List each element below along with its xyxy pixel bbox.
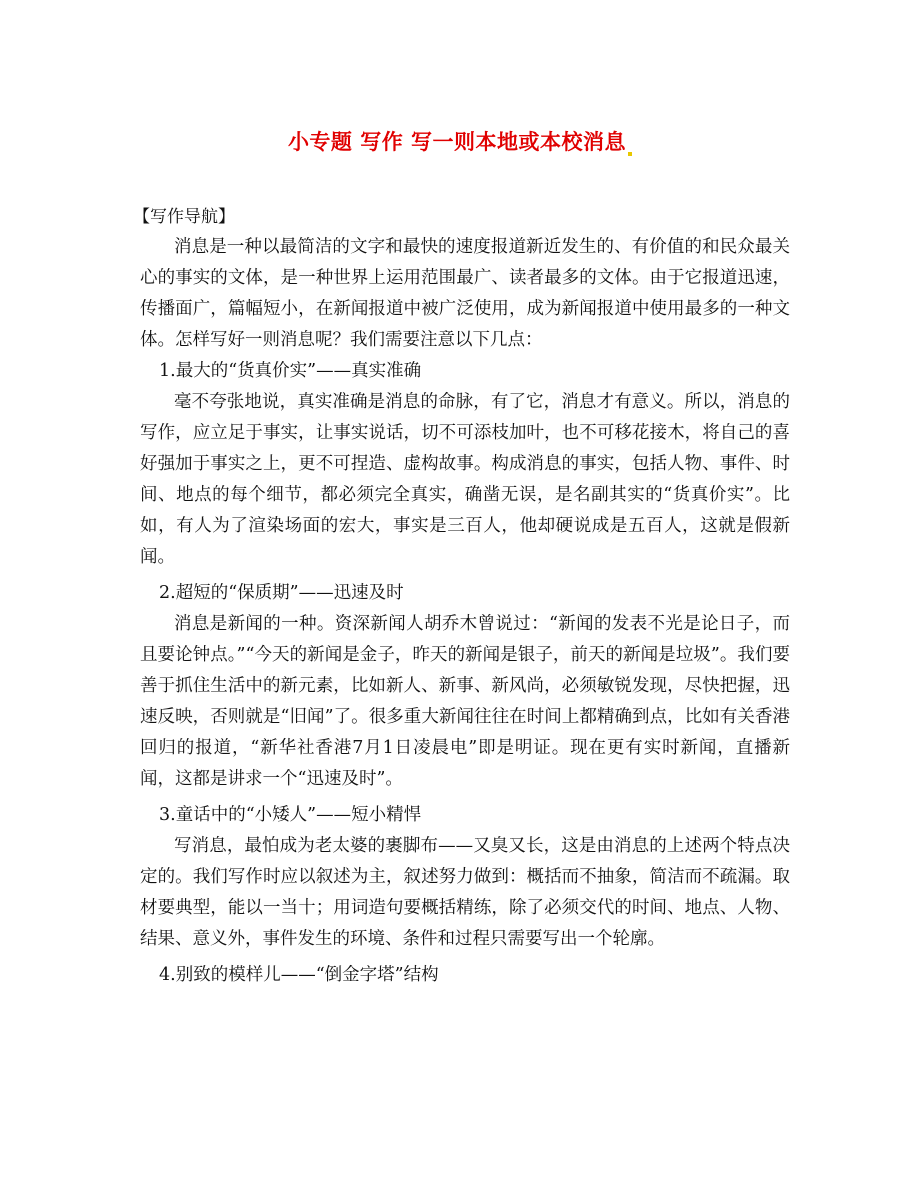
title-text: 小专题 写作 写一则本地或本校消息 bbox=[287, 130, 627, 154]
paragraph-point-1: 毫不夸张地说，真实准确是消息的命脉，有了它，消息才有意义。所以，消息的写作，应立足于事实，让事实说话，切不可添枝加叶，也不可移花接木，将自己的喜好强加于事实之上，更不可捏造、虚构故事。构成消息的事实，包括人物、事件、时间、地点的每个细节，都必须完全真实，确凿无误，是名副其实的“货真价实”。比如，有人为了渲染场面的宏大，事实是三百人，他却硬说成是五百人，这就是假新闻。 bbox=[140, 392, 790, 567]
paragraph-point-3: 写消息，最怕成为老太婆的裹脚布——又臭又长，这是由消息的上述两个特点决定的。我们写作时应以叙述为主，叙述努力做到：概括而不抽象，简洁而不疏漏。取材要典型，能以一当十；用词造句要概括精练，除了必须交代的时间、地点、人物、结果、意义外，事件发生的环境、条件和过程只需要写出一个轮廓。 bbox=[140, 836, 790, 949]
section-heading: 【写作导航】 bbox=[133, 207, 235, 227]
point-heading-3: 3.童话中的“小矮人”——短小精悍 bbox=[159, 805, 422, 825]
document-title bbox=[0, 126, 920, 156]
document-body bbox=[140, 232, 790, 991]
point-heading-4: 4.别致的模样儿——“倒金字塔”结构 bbox=[159, 965, 439, 985]
paragraph-point-2: 消息是新闻的一种。资深新闻人胡乔木曾说过：“新闻的发表不光是论日子，而且要论钟点。”“今天的新闻是金子，昨天的新闻是银子，前天的新闻是垃圾”。我们要善于抓住生活中的新元素，比如新人、新事、新风尚，必须敏锐发现，尽快把握，迅速反映，否则就是“旧闻”了。很多重大新闻往往在时间上都精确到点，比如有关香港回归的报道，“新华社香港7月1日凌晨电”即是明证。现在更有实时新闻，直播新闻，这都是讲求一个“迅速及时”。 bbox=[140, 614, 790, 789]
point-heading-1: 1.最大的“货真价实”——真实准确 bbox=[159, 361, 422, 381]
yellow-mark bbox=[628, 152, 632, 156]
paragraph-intro: 消息是一种以最简洁的文字和最快的速度报道新近发生的、有价值的和民众最关心的事实的文体，是一种世界上运用范围最广、读者最多的文体。由于它报道迅速，传播面广，篇幅短小，在新闻报道中被广泛使用，成为新闻报道中使用最多的一种文体。怎样写好一则消息呢？我们需要注意以下几点： bbox=[140, 237, 790, 350]
point-heading-2: 2.超短的“保质期”——迅速及时 bbox=[159, 583, 404, 603]
